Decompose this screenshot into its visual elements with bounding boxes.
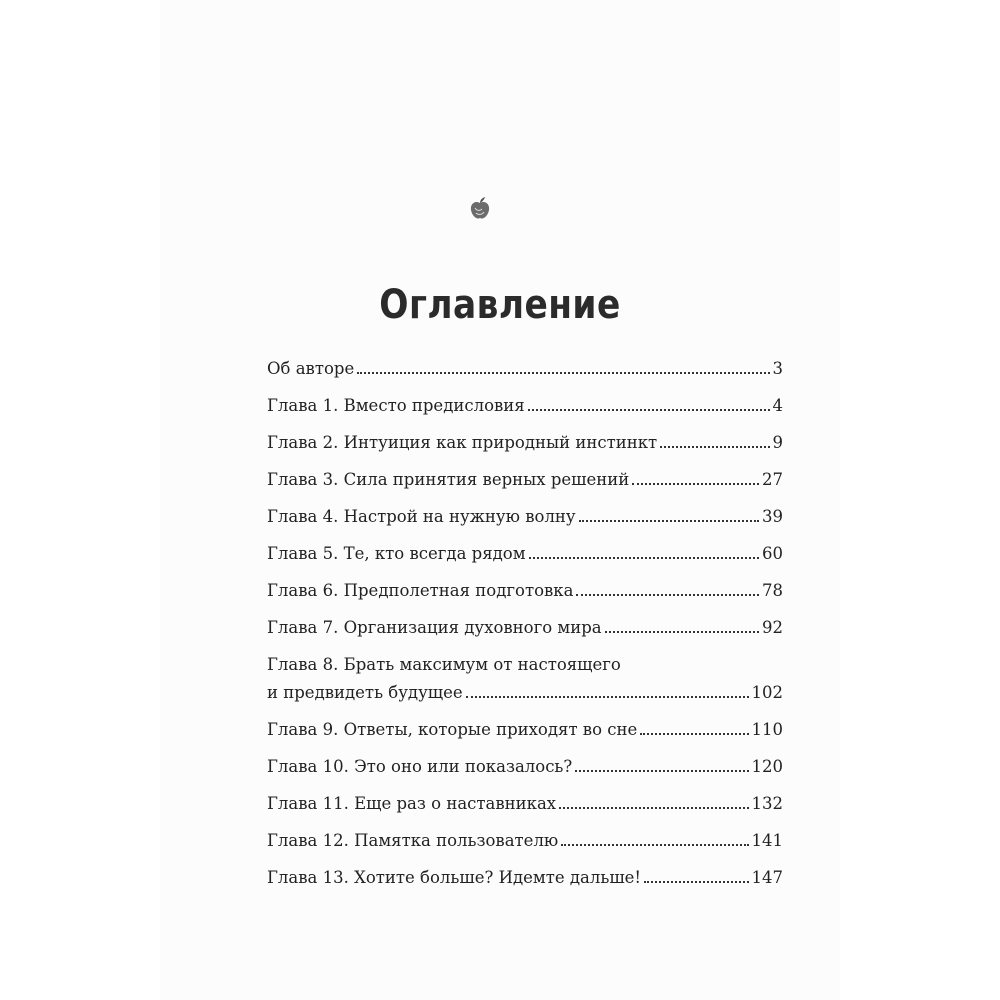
toc-entry bbox=[267, 580, 783, 601]
toc-entry bbox=[267, 654, 783, 703]
toc-entry-title: Глава 7. Организация духовного мира bbox=[267, 618, 602, 637]
apple-leaf-icon bbox=[467, 196, 493, 222]
toc-entry-title: Глава 10. Это оно или показалось? bbox=[267, 757, 573, 776]
toc-entry bbox=[267, 358, 783, 379]
table-of-contents bbox=[267, 358, 783, 904]
toc-entry-page: 4 bbox=[772, 396, 783, 415]
leader-dots bbox=[576, 594, 759, 596]
toc-entry bbox=[267, 469, 783, 490]
toc-entry-page: 132 bbox=[751, 794, 783, 813]
toc-entry-page: 9 bbox=[772, 433, 783, 452]
leader-dots bbox=[640, 733, 748, 735]
leader-dots bbox=[632, 483, 759, 485]
toc-entry-page: 39 bbox=[762, 507, 783, 526]
leader-dots bbox=[561, 844, 748, 846]
leader-dots bbox=[660, 446, 769, 448]
leader-dots bbox=[529, 557, 759, 559]
toc-entry-title: Глава 1. Вместо предисловия bbox=[267, 396, 525, 415]
toc-entry-title: Глава 2. Интуиция как природный инстинкт bbox=[267, 433, 658, 452]
leader-dots bbox=[644, 881, 748, 883]
toc-entry-title: Глава 4. Настрой на нужную волну bbox=[267, 507, 576, 526]
toc-entry-title: Глава 5. Те, кто всегда рядом bbox=[267, 544, 526, 563]
toc-entry-page: 102 bbox=[751, 683, 783, 702]
toc-entry-page: 92 bbox=[762, 618, 783, 637]
toc-entry-page: 120 bbox=[751, 757, 783, 776]
leader-dots bbox=[466, 696, 749, 698]
leader-dots bbox=[605, 631, 759, 633]
toc-entry-page: 27 bbox=[762, 470, 783, 489]
toc-entry bbox=[267, 395, 783, 416]
toc-entry-page: 60 bbox=[762, 544, 783, 563]
toc-entry-title: Глава 6. Предполетная подготовка bbox=[267, 581, 574, 600]
toc-entry-title: Глава 12. Памятка пользователю bbox=[267, 831, 559, 850]
toc-entry-page: 3 bbox=[772, 359, 783, 378]
page-title: Оглавление bbox=[379, 282, 621, 328]
toc-entry bbox=[267, 617, 783, 638]
toc-entry bbox=[267, 719, 783, 740]
toc-entry bbox=[267, 756, 783, 777]
toc-entry-title-line2: и предвидеть будущее bbox=[267, 683, 463, 702]
toc-entry-title: Глава 13. Хотите больше? Идемте дальше! bbox=[267, 868, 642, 887]
toc-entry-title: Глава 3. Сила принятия верных решений bbox=[267, 470, 630, 489]
toc-entry-title-line1: Глава 8. Брать максимум от настоящего bbox=[267, 655, 621, 674]
leader-dots bbox=[579, 520, 759, 522]
toc-entry-title: Об авторе bbox=[267, 359, 355, 378]
toc-entry-page: 147 bbox=[751, 868, 783, 887]
toc-entry bbox=[267, 543, 783, 564]
book-page bbox=[160, 0, 840, 1000]
leader-dots bbox=[559, 807, 748, 809]
toc-entry bbox=[267, 432, 783, 453]
toc-entry-page: 110 bbox=[751, 720, 783, 739]
toc-entry-title: Глава 11. Еще раз о наставниках bbox=[267, 794, 557, 813]
leader-dots bbox=[528, 409, 770, 411]
toc-entry bbox=[267, 506, 783, 527]
toc-entry bbox=[267, 793, 783, 814]
toc-entry-page: 141 bbox=[751, 831, 783, 850]
toc-entry bbox=[267, 867, 783, 888]
toc-entry-title: Глава 9. Ответы, которые приходят во сне bbox=[267, 720, 638, 739]
leader-dots bbox=[357, 372, 769, 374]
toc-entry-page: 78 bbox=[762, 581, 783, 600]
leader-dots bbox=[575, 770, 748, 772]
toc-entry bbox=[267, 830, 783, 851]
